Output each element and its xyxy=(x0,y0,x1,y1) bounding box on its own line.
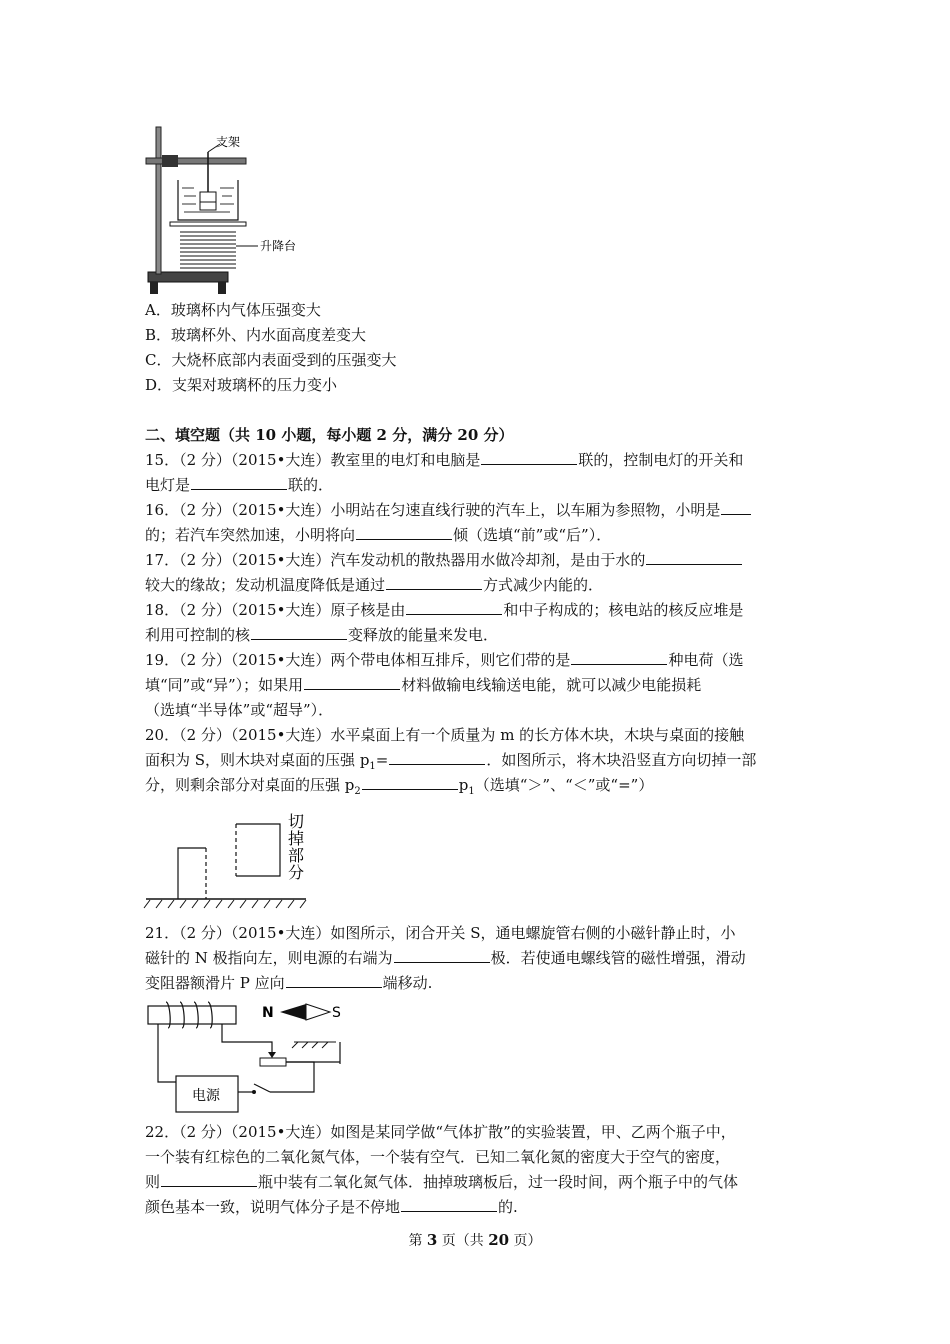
answer-blank[interactable] xyxy=(251,625,347,640)
q18-line2: 利用可控制的核 变释放的能量来发电． xyxy=(145,626,499,644)
q22-line3: 则 瓶中装有二氧化氮气体．抽掉玻璃板后，过一段时间，两个瓶子中的气体 xyxy=(145,1173,739,1191)
answer-blank[interactable] xyxy=(646,550,742,565)
q19-line2: 填“同”或“异”）；如果用 材料做输电线输送电能，就可以减少电能损耗 xyxy=(145,676,702,694)
q22-line4: 颜色基本一致，说明气体分子是不停地 的. xyxy=(145,1198,518,1216)
answer-blank[interactable] xyxy=(191,475,287,490)
q17-line1: 17．（2 分）（2015•大连）汽车发动机的散热器用水做冷却剂，是由于水的 xyxy=(145,549,815,571)
section-title: 二、填空题（共 10 小题，每小题 2 分，满分 20 分） xyxy=(145,426,514,444)
q15-line2: 电灯是 联的． xyxy=(145,476,334,494)
q17-line2: 较大的缘故；发动机温度降低是通过 方式减少内能的． xyxy=(145,576,604,594)
answer-blank[interactable] xyxy=(286,973,382,988)
option-c: C．大烧杯底部内表面受到的压强变大 xyxy=(145,351,397,369)
option-b: B．玻璃杯外、内水面高度差变大 xyxy=(145,326,367,344)
option-d: D．支架对玻璃杯的压力变小 xyxy=(145,376,338,394)
answer-blank[interactable] xyxy=(386,575,482,590)
label-cut-3: 部 xyxy=(288,846,305,865)
q22-line1: 22．（2 分）（2015•大连）如图是某同学做“气体扩散”的实验装置，甲、乙两个瓶子中， xyxy=(145,1123,736,1141)
q20-line3: 分，则剩余部分对桌面的压强 $p_2$ $p_1$（选填“＞”、“＜”或“=”） xyxy=(145,776,654,797)
q15-line1: 15．（2 分）（2015•大连）教室里的电灯和电脑是 联的，控制电灯的开关和 xyxy=(145,451,744,469)
label-cut-2: 掉 xyxy=(288,829,305,848)
page-footer: 第 3 页（共 20 页） xyxy=(408,1231,542,1249)
q21-line2: 磁针的 N 极指向左，则电源的右端为 极．若使通电螺线管的磁性增强，滑动 xyxy=(145,949,746,967)
answer-blank[interactable] xyxy=(356,525,452,540)
label-north: N xyxy=(262,1005,274,1021)
answer-blank[interactable] xyxy=(721,500,751,515)
q19-line3: （选填“半导体”或“超导”）． xyxy=(145,701,334,719)
q16-line1: 16．（2 分）（2015•大连）小明站在匀速直线行驶的汽车上，以车厢为参照物，小明是 xyxy=(145,499,815,521)
q22-line2: 一个装有红棕色的二氧化氮气体，一个装有空气．已知二氧化氮的密度大于空气的密度， xyxy=(145,1148,731,1166)
q19-line1: 19．（2 分）（2015•大连）两个带电体相互排斥，则它们带的是 种电荷（选 xyxy=(145,651,744,669)
block-cut-figure xyxy=(140,808,315,912)
label-power-source: 电源 xyxy=(192,1088,220,1104)
q18-line1: 18．（2 分）（2015•大连）原子核是由 和中子构成的；核电站的核反应堆是 xyxy=(145,601,744,619)
label-south: S xyxy=(332,1005,341,1021)
answer-blank[interactable] xyxy=(304,675,400,690)
label-cut-4: 分 xyxy=(288,863,305,882)
answer-blank[interactable] xyxy=(481,450,577,465)
label-cut-1: 切 xyxy=(288,812,305,831)
q20-line2: 面积为 S，则木块对桌面的压强 $p_1=$ ．如图所示，将木块沿竖直方向切掉一部 xyxy=(145,751,757,772)
q16-line2: 的；若汽车突然加速，小明将向 倾（选填“前”或“后”）． xyxy=(145,526,612,544)
page-number: 3 xyxy=(426,1231,438,1249)
label-lift-table: 升降台 xyxy=(260,239,297,253)
answer-blank[interactable] xyxy=(394,948,490,963)
q21-line1: 21．（2 分）（2015•大连）如图所示，闭合开关 S，通电螺旋管右侧的小磁针静止时，小 xyxy=(145,924,736,942)
answer-blank[interactable] xyxy=(401,1197,497,1212)
stand-beaker-figure xyxy=(140,122,315,300)
page-total: 20 xyxy=(488,1231,510,1249)
answer-blank[interactable] xyxy=(406,600,502,615)
option-a: A．玻璃杯内气体压强变大 xyxy=(145,301,321,319)
answer-blank[interactable] xyxy=(362,775,458,790)
q20-line1: 20．（2 分）（2015•大连）水平桌面上有一个质量为 m 的长方体木块，木块与桌面的接触 xyxy=(145,726,745,744)
answer-blank[interactable] xyxy=(571,650,667,665)
q21-line3: 变阻器额滑片 P 应向 端移动. xyxy=(145,974,433,992)
answer-blank[interactable] xyxy=(161,1172,257,1187)
circuit-figure xyxy=(140,998,360,1120)
label-stand: 支架 xyxy=(216,135,241,149)
answer-blank[interactable] xyxy=(389,750,485,765)
